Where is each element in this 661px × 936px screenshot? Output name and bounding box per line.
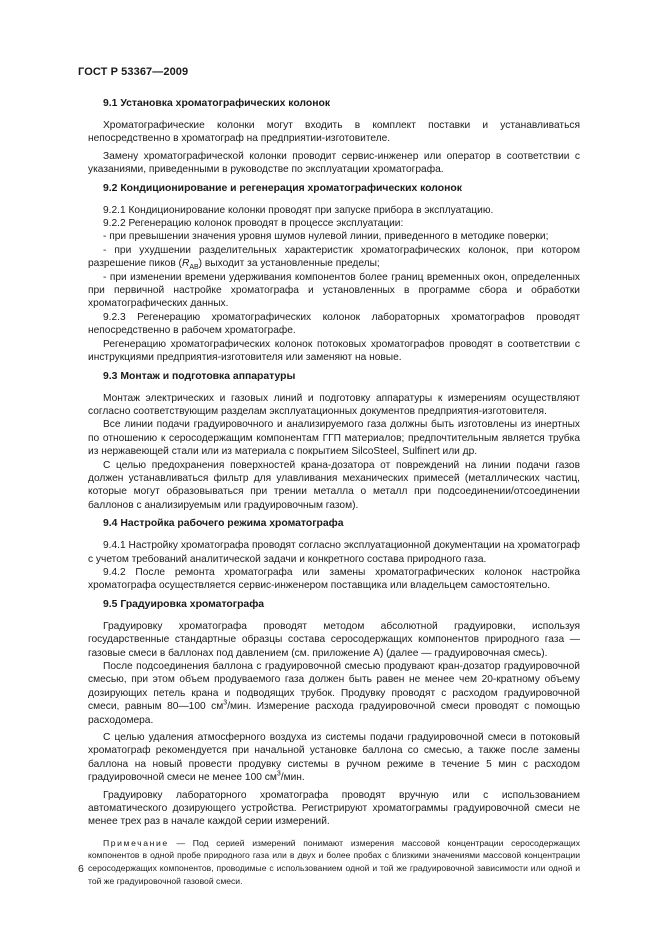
page-number: 6 — [78, 863, 84, 875]
paragraph: После подсоединения баллона с градуировочной смесью продувают кран-дозатор градуировочной смесью, при этом объем продуваемого газа должен быть равен не менее чем 20-кратному объему дозирующих петель крана и подводящих трубок. Продувку проводят с расходом градуировочной смеси, равным 80—100 $см^3$/мин. Измерение расхода градуировочной смеси проводят с помощью расходомера. — [88, 661, 580, 726]
paragraph: Замену хроматографической колонки проводит сервис-инженер или оператор в соответствии с указаниями, приведенными в руководстве по эксплуатации хроматографа. — [88, 150, 580, 176]
list-item: - при изменении времени удерживания компонентов более границ временных окон, определенных при первичной настройке хроматографа и установленных в программе сбора и обработки хроматографических данных. — [88, 271, 580, 310]
section-heading-9-3: 9.3 Монтаж и подготовка аппаратуры — [103, 370, 296, 382]
paragraph: Монтаж электрических и газовых линий и подготовку аппаратуры к измерениям осуществляют согласно соответствующим разделам эксплуатационных документов предприятия-изготовителя. — [88, 392, 580, 417]
paragraph: Все линии подачи градуировочного и анализируемого газа должны быть изготовлены из инертных по отношению к серосодержащим компонентам ГГП материалов; предпочтительным является трубка из нержавеющей стали или из материала с покрытием SilcoSteel, Sulfinert или др. — [88, 419, 580, 458]
paragraph: С целью удаления атмосферного воздуха из системы подачи градуировочной смеси в потоковый хроматограф рекомендуется при начальной установке баллона со смесью, а также после замены баллона на новый провести продувку системы в ручном режиме в течение 5 мин с расходом градуировочной смеси не менее 100 $см^3$/мин. — [88, 732, 580, 784]
section-heading-9-1: 9.1 Установка хроматографических колонок — [103, 98, 331, 109]
section-heading-9-2: 9.2 Кондиционирование и регенерация хроматографических колонок — [103, 182, 462, 194]
paragraph: Градуировку хроматографа проводят методом абсолютной градуировки, используя государственные стандартные образцы состава серосодержащих компонентов природного газа — газовые смеси в баллонах под давлением (см. приложение А) (далее — градуировочная смесь). — [88, 620, 580, 659]
paragraph: 9.4.1 Настройку хроматографа проводят согласно эксплуатационной документации на хроматограф с учетом требований аналитической задачи и конкретного состава природного газа. — [88, 540, 580, 565]
paragraph: 9.2.3 Регенерацию хроматографических колонок лабораторных хроматографов проводят непосредственно в рабочем хроматографе. — [88, 311, 580, 337]
section-9-5 — [88, 598, 580, 887]
paragraph: Градуировку лабораторного хроматографа проводят вручную или с использованием автоматического дозирующего устройства. Регистрируют хроматограммы градуировочной смеси не менее трех раз в начале каждой серии измерений. — [88, 789, 580, 828]
paragraph: 9.2.1 Кондиционирование колонки проводят при запуске прибора в эксплуатацию. — [103, 204, 494, 216]
resolution-symbol: R — [181, 258, 190, 270]
list-item: - при превышении значения уровня шумов нулевой линии, приведенного в методике поверки; — [103, 231, 549, 243]
section-heading-9-4: 9.4 Настройка рабочего режима хроматографа — [103, 518, 344, 530]
section-9-4 — [88, 517, 580, 593]
page-content — [88, 97, 580, 887]
document-header: ГОСТ Р 53367—2009 — [78, 66, 189, 78]
paragraph: 9.2.2 Регенерацию колонок проводят в процессе эксплуатации: — [103, 218, 404, 230]
note-text: — Под серией измерений понимают измерения массовой концентрации серосодержащих компонентов в одной пробе природного газа или в двух и более пробах с близкими значениями массовой концентрации серосодержащих компонентов, проводимые с использованием одной и той же градуировочной зависимости или одной и той же градуировочной газовой смеси. — [88, 837, 580, 886]
section-heading-9-5: 9.5 Градуировка хроматографа — [103, 598, 265, 610]
section-9-3 — [88, 370, 580, 513]
section-9-2 — [88, 182, 580, 365]
list-item: - при ухудшении разделительных характеристик хроматографических колонок, при котором разрешение пиков $(R_{AB})$ выходит за установленные пределы; — [88, 244, 580, 272]
paragraph: Регенерацию хроматографических колонок потоковых хроматографов проводят в соответствии с инструкциями предприятия-изготовителя или заменяют на новые. — [88, 338, 580, 364]
note-lead: Примечание — [103, 837, 169, 848]
note — [88, 837, 580, 887]
paragraph: 9.4.2 После ремонта хроматографа или замены хроматографических колонок настройка хроматографа осуществляется сервис-инженером поставщика или владельцем самостоятельно. — [88, 566, 580, 592]
section-9-1 — [88, 97, 580, 177]
paragraph: Хроматографические колонки могут входить в комплект поставки и устанавливаться непосредственно в хроматограф на предприятии-изготовителе. — [88, 120, 580, 145]
paragraph: С целью предохранения поверхностей крана-дозатора от повреждений на линии подачи газов должен устанавливаться фильтр для улавливания механических примесей (металлических частиц, которые могут образовываться при трении металла о металл при подсоединении/отсоединении баллонов с анализируемым или градуировочным газом). — [88, 459, 580, 511]
